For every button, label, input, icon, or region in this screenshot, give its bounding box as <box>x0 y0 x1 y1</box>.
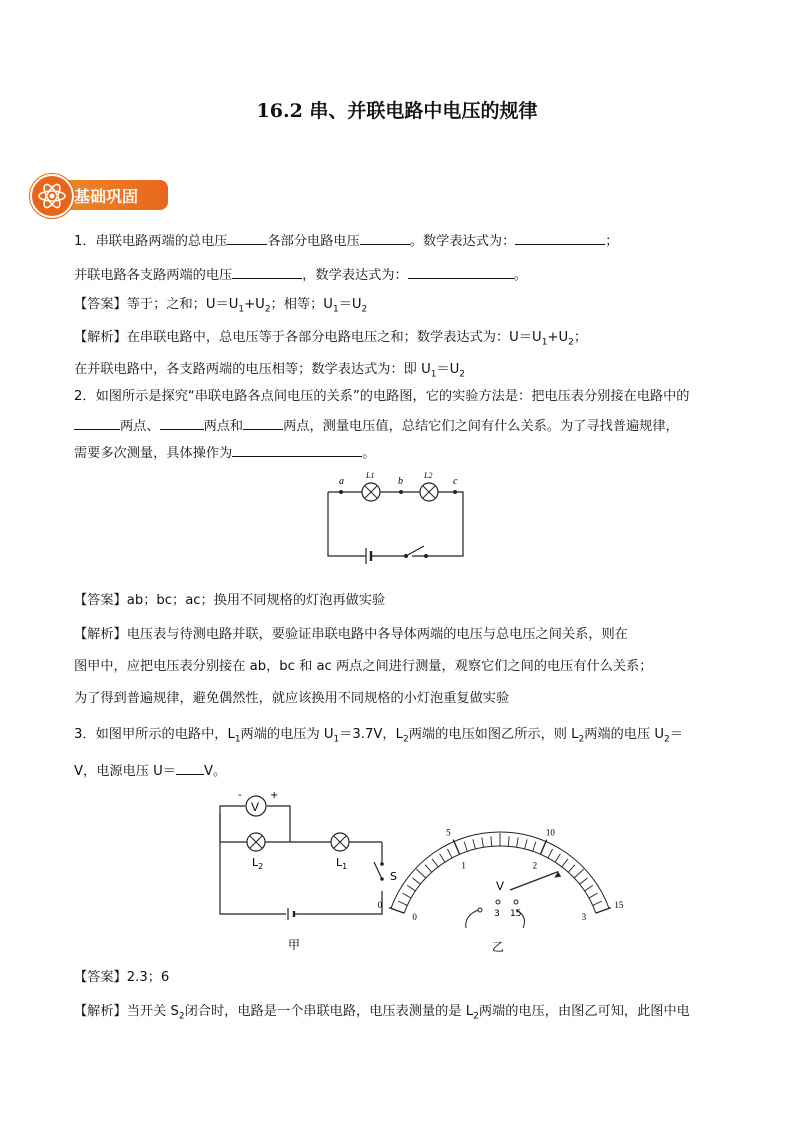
q3-analysis1 <box>74 1003 690 1026</box>
blank <box>515 230 605 245</box>
analysis-text: 闭合时，电路是一个串联电路，电压表测量的是 L <box>184 1004 474 1019</box>
q2-text: 两点，测量电压值，总结它们之间有什么关系。为了寻找普遍规律， <box>283 419 679 434</box>
l1-label: $L_1$ <box>336 856 348 871</box>
dial-tick <box>517 837 519 847</box>
dial-tick <box>585 885 593 891</box>
q3-line1 <box>74 726 683 749</box>
dial-tick <box>580 878 588 884</box>
answer-tag: 【答案】 <box>74 297 127 312</box>
dial-tick <box>447 849 452 858</box>
plus-terminal-label: + <box>270 790 279 801</box>
dial-tick <box>416 869 425 878</box>
dial-tick <box>589 893 598 898</box>
banner-label: 基础巩固 <box>74 187 139 206</box>
answer-tag: 【答案】 <box>74 593 127 608</box>
analysis-text: +U <box>547 330 569 345</box>
section-banner <box>30 174 170 214</box>
blank <box>232 264 302 279</box>
l1-label: L1 <box>366 471 375 480</box>
dial-unit-label: V <box>496 879 505 893</box>
point-b-label: b <box>398 476 403 487</box>
dial-needle <box>510 872 558 890</box>
blank <box>227 230 267 245</box>
blank <box>408 264 514 279</box>
point-c-label: c <box>453 476 458 487</box>
q3-line2 <box>74 760 226 781</box>
answer-text: ab；bc；ac；换用不同规格的灯泡再做实验 <box>126 593 386 608</box>
dial-tick <box>574 869 583 878</box>
q1-text: 各部分电路电压 <box>267 234 360 249</box>
lamp-l1-icon <box>362 483 380 501</box>
q1-text: 。 <box>513 268 527 283</box>
subscript: 2 <box>178 1011 185 1022</box>
analysis-text: 当开关 S <box>126 1004 179 1019</box>
voltmeter-icon <box>246 796 266 816</box>
q1-text: ； <box>605 234 619 249</box>
lamp-l2-icon <box>247 833 265 851</box>
analysis-text: 图甲中，应把电压表分别接在 ab，bc 和 ac 两点之间进行测量，观察它们之间的电压有什么关系； <box>74 659 653 674</box>
blank <box>243 415 283 430</box>
blank <box>160 415 204 430</box>
q1-answer <box>74 296 367 319</box>
subscript: 1 <box>332 304 339 315</box>
subscript: 2 <box>473 1011 479 1022</box>
terminal-15-label: 15 <box>510 909 522 919</box>
q2-text: 两点、 <box>120 419 160 434</box>
dial-tick <box>407 885 415 891</box>
page-title: 16.2 串、并联电路中电压的规律 <box>256 100 538 122</box>
q3-text: ＝ <box>669 727 683 742</box>
q1-line2 <box>74 264 527 285</box>
terminal-3-label: 3 <box>494 909 500 919</box>
q2-answer <box>74 592 385 610</box>
subscript: 1 <box>234 734 241 745</box>
dial-tick <box>540 840 546 855</box>
subscript: 1 <box>541 337 548 348</box>
analysis-text: 为了得到普遍规律，避免偶然性，就应该换用不同规格的小灯泡重复做实验 <box>74 691 510 706</box>
dial-inner-tick-label: 3 <box>581 912 587 923</box>
analysis-text: 电压表与待测电路并联，要验证串联电路中各导体两端的电压与总电压之间关系，则在 <box>126 627 628 642</box>
dial-tick <box>413 878 421 884</box>
answer-text: 等于；之和；U＝U <box>126 297 239 312</box>
q2-text: 。 <box>362 446 376 461</box>
subscript: 2 <box>664 734 670 745</box>
q2-text: 需要多次测量，具体操作为 <box>74 446 233 461</box>
dial-tick <box>464 842 467 851</box>
q2-text: 2．如图所示是探究“串联电路各点间电压的关系”的电路图，它的实验方法是：把电压表分别接在电路中的 <box>74 389 690 404</box>
point-a-label: a <box>339 476 344 487</box>
analysis-text: 在串联电路中，总电压等于各部分电路电压之和；数学表达式为：U＝U <box>126 330 542 345</box>
terminal-minus <box>478 908 482 912</box>
l2-label: $L_2$ <box>252 856 264 871</box>
q1-text: 并联电路各支路两端的电压 <box>74 268 233 283</box>
l2-label: L2 <box>424 471 433 480</box>
q3-text: V，电源电压 U＝ <box>74 764 176 779</box>
q2-analysis2 <box>74 658 652 676</box>
analysis-tag: 【解析】 <box>74 627 127 642</box>
dial-tick <box>562 859 568 867</box>
q3-voltmeter-dial-figure-yi <box>377 806 624 954</box>
dial-tick <box>568 865 575 872</box>
blank <box>74 415 120 430</box>
lamp-l2-icon <box>420 483 438 501</box>
dial-tick <box>425 865 432 872</box>
answer-tag: 【答案】 <box>74 970 127 985</box>
blank <box>176 760 204 775</box>
q1-line1 <box>74 230 618 251</box>
dial-outer-tick-label: 0 <box>377 899 383 910</box>
terminal-3 <box>496 900 500 904</box>
q2-line3 <box>74 442 375 463</box>
dial-tick <box>533 842 536 851</box>
terminal-15 <box>514 900 518 904</box>
analysis-text: ； <box>573 330 588 345</box>
voltmeter-symbol: V <box>251 800 260 814</box>
dial-tick <box>491 836 492 846</box>
dial-tick <box>453 840 459 855</box>
subscript: 2 <box>578 734 585 745</box>
q3-text: ＝3.7V，L <box>339 727 403 742</box>
lamp-l1-icon <box>331 833 349 851</box>
subscript: 2 <box>264 304 271 315</box>
subscript: 2 <box>402 734 409 745</box>
q3-text: 两端的电压为 U <box>240 727 334 742</box>
dial-tick <box>482 837 484 847</box>
q1-text: ，数学表达式为： <box>302 268 408 283</box>
dial-inner-tick-label: 2 <box>532 860 538 871</box>
q1-text: 1．串联电路两端的总电压 <box>74 234 228 249</box>
subscript: 2 <box>568 337 574 348</box>
blank <box>232 442 362 457</box>
analysis-tag: 【解析】 <box>74 330 127 345</box>
minus-terminal-label: - <box>238 790 242 801</box>
dial-tick <box>593 901 602 905</box>
dial-tick <box>473 839 475 849</box>
q2-text: 两点和 <box>203 419 244 434</box>
dial-tick <box>440 854 445 862</box>
q1-text: 。数学表达式为： <box>409 234 516 249</box>
q2-line1 <box>74 388 690 406</box>
subscript: 1 <box>430 369 437 380</box>
dial-tick <box>508 836 509 846</box>
figure-caption-jia: 甲 <box>288 938 301 952</box>
voltmeter-dial <box>378 827 624 922</box>
dial-tick <box>596 908 611 913</box>
dial-tick <box>525 839 527 849</box>
atom-icon <box>30 174 74 218</box>
switch-label: S <box>390 870 397 883</box>
q2-circuit-figure <box>320 466 480 566</box>
q3-text: 两端的电压 U <box>584 727 665 742</box>
blank <box>360 230 410 245</box>
subscript: 1 <box>238 304 245 315</box>
q1-analysis2 <box>74 361 465 384</box>
q1-analysis1 <box>74 329 587 352</box>
analysis-text: ＝U <box>436 362 460 377</box>
dial-inner-tick-label: 0 <box>412 912 417 923</box>
answer-text: ；相等；U <box>270 297 333 312</box>
dial-tick <box>432 859 438 867</box>
dial-tick <box>555 854 560 862</box>
dial-outer-tick-label: 5 <box>446 827 451 838</box>
dial-tick <box>548 849 553 858</box>
figure-caption-yi: 乙 <box>492 940 505 954</box>
answer-text: 2.3；6 <box>126 970 170 985</box>
q3-text: 两端的电压如图乙所示，则 L <box>408 727 579 742</box>
q3-answer <box>74 969 169 987</box>
q3-circuit-figure-jia <box>212 784 402 954</box>
subscript: 2 <box>459 369 466 380</box>
subscript: 2 <box>361 304 368 315</box>
dial-tick <box>402 893 411 898</box>
answer-text: ＝U <box>338 297 362 312</box>
q2-analysis3 <box>74 690 509 708</box>
subscript: 1 <box>333 734 340 745</box>
analysis-tag: 【解析】 <box>74 1004 127 1019</box>
answer-text: +U <box>244 297 265 312</box>
q2-line2 <box>74 415 679 436</box>
dial-outer-tick-label: 10 <box>545 827 555 838</box>
dial-outer-tick-label: 15 <box>614 899 624 910</box>
analysis-text: 两端的电压，由图乙可知，此图中电 <box>478 1004 690 1019</box>
analysis-text: 在并联电路中，各支路两端的电压相等；数学表达式为：即 U <box>74 362 431 377</box>
q3-text: 3．如图甲所示的电路中，L <box>74 727 235 742</box>
q3-text: V。 <box>204 764 227 779</box>
dial-inner-tick-label: 1 <box>461 860 466 871</box>
q2-analysis1 <box>74 626 628 644</box>
